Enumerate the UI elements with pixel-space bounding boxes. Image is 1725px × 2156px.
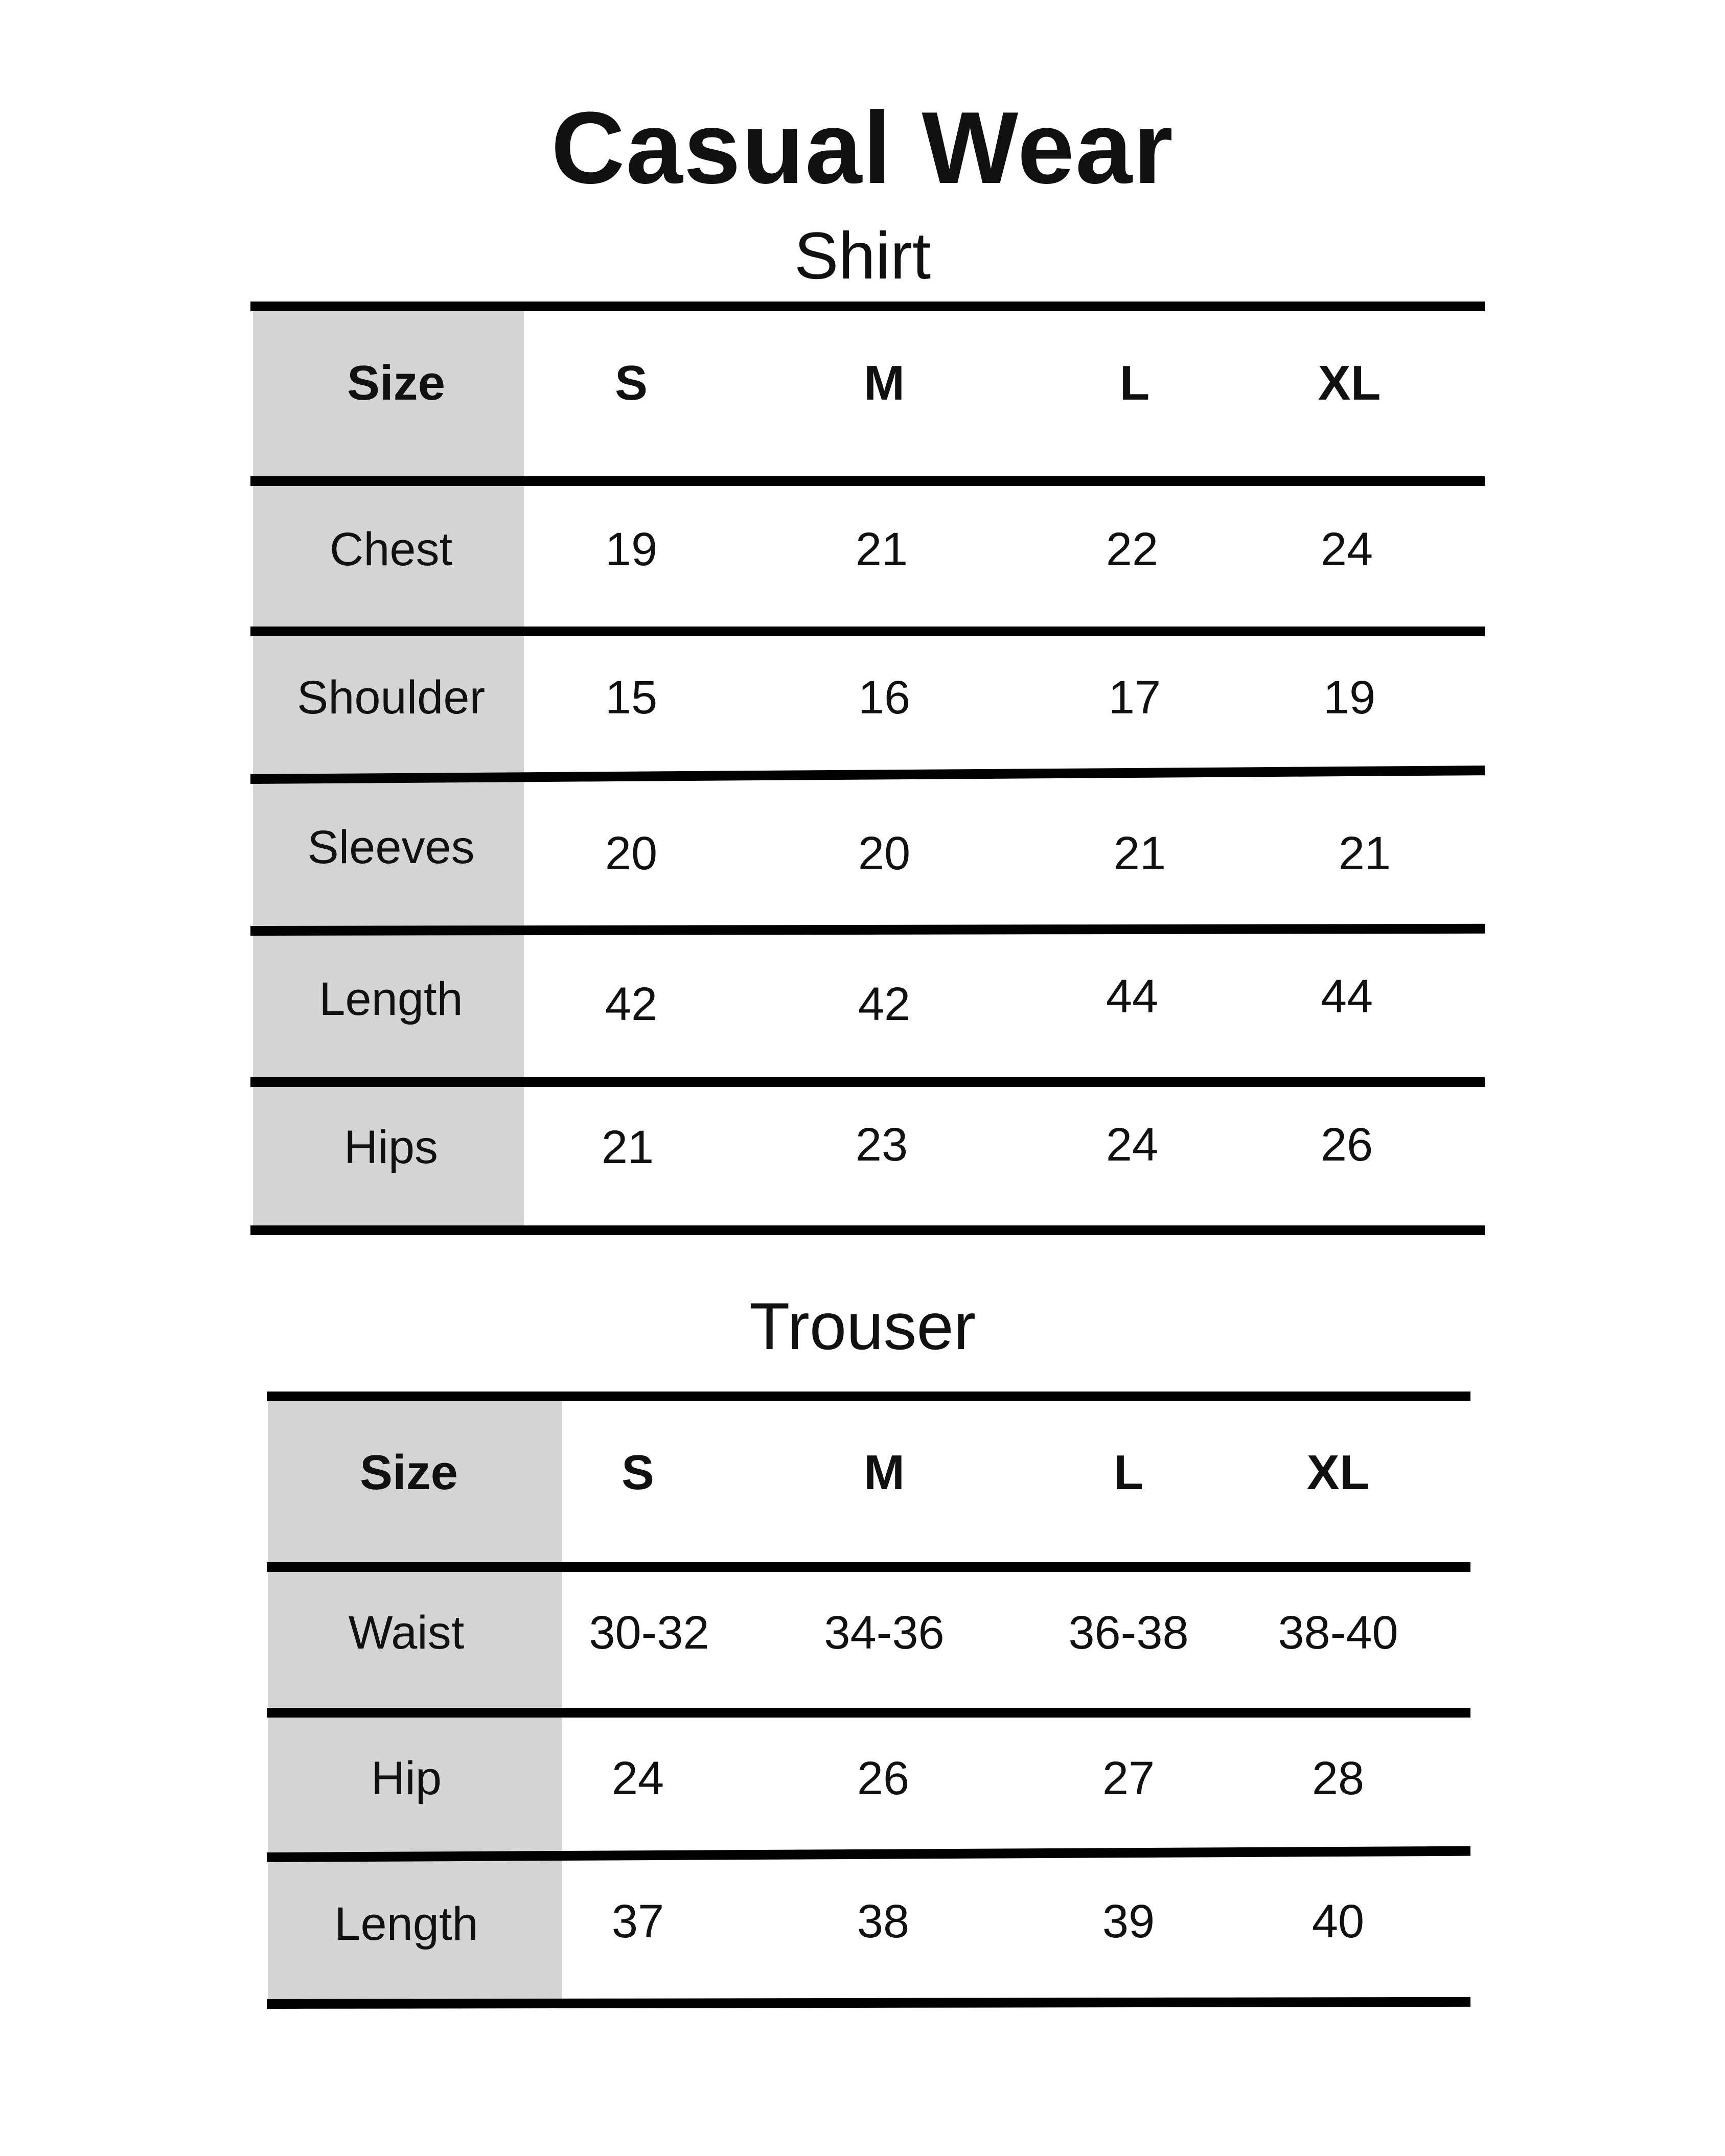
trouser-cell: 37 [611, 1895, 664, 1948]
shirt-cell: 15 [605, 671, 658, 724]
trouser-cell: 30-32 [589, 1607, 709, 1659]
shirt-cell: 44 [1106, 970, 1159, 1023]
trouser-header-xl: XL [1306, 1445, 1370, 1500]
shirt-row-label: Sleeves [307, 821, 475, 873]
shirt-cell: 24 [1106, 1119, 1159, 1171]
shirt-row-label: Hips [343, 1121, 439, 1173]
shirt-header-l: L [1119, 356, 1150, 410]
trouser-row-label: Hip [371, 1752, 442, 1804]
shirt-cell: 21 [601, 1121, 654, 1173]
shirt-rule-5 [250, 1077, 1485, 1087]
shirt-cell: 17 [1108, 671, 1161, 724]
trouser-row-label: Waist [348, 1607, 465, 1659]
trouser-cell: 26 [857, 1752, 910, 1804]
shirt-cell: 16 [858, 671, 911, 724]
shirt-cell: 22 [1106, 523, 1159, 575]
shirt-rule-top [250, 302, 1485, 311]
shirt-header-m: M [864, 356, 905, 410]
trouser-cell: 40 [1312, 1895, 1365, 1948]
shirt-header-size: Size [347, 356, 446, 410]
trouser-cell: 34-36 [824, 1607, 945, 1659]
trouser-cell: 36-38 [1068, 1607, 1189, 1659]
shirt-cell: 20 [605, 827, 658, 879]
trouser-cell: 38-40 [1278, 1607, 1398, 1659]
trouser-heading: Trouser [749, 1289, 976, 1363]
shirt-cell: 44 [1320, 970, 1373, 1023]
trouser-cell: 38 [857, 1895, 910, 1948]
trouser-rule-bottom [267, 1997, 1470, 2009]
shirt-rule-bottom [250, 1225, 1485, 1235]
shirt-header-xl: XL [1318, 356, 1381, 410]
trouser-cell: 28 [1312, 1752, 1365, 1804]
page-title: Casual Wear [551, 91, 1174, 205]
trouser-header-size: Size [359, 1445, 458, 1500]
trouser-cell: 27 [1102, 1752, 1155, 1804]
shirt-row-label: Shoulder [296, 671, 486, 724]
trouser-header-m: M [864, 1445, 905, 1500]
trouser-header-s: S [621, 1445, 655, 1500]
trouser-header-l: L [1113, 1445, 1144, 1500]
shirt-cell: 21 [855, 523, 908, 575]
shirt-heading: Shirt [794, 218, 931, 293]
shirt-cell: 21 [1338, 827, 1391, 879]
shirt-cell: 26 [1320, 1119, 1373, 1171]
shirt-cell: 19 [605, 523, 658, 575]
shirt-rule-1 [250, 476, 1485, 486]
shirt-row-label: Chest [329, 523, 453, 575]
trouser-rule-2 [267, 1708, 1470, 1718]
shirt-cell: 23 [855, 1119, 908, 1171]
shirt-rule-4 [250, 924, 1485, 936]
shirt-cell: 20 [858, 827, 911, 879]
trouser-cell: 24 [611, 1752, 664, 1804]
shirt-row-label: Length [319, 973, 463, 1025]
trouser-rule-1 [267, 1562, 1470, 1572]
trouser-rule-top [267, 1392, 1470, 1401]
shirt-cell: 42 [605, 978, 658, 1030]
shirt-rule-2 [250, 627, 1485, 636]
shirt-cell: 42 [858, 978, 911, 1030]
trouser-row-label: Length [334, 1898, 478, 1950]
shirt-label-column [253, 306, 524, 1225]
shirt-cell: 24 [1320, 523, 1373, 575]
shirt-cell: 19 [1323, 671, 1376, 724]
shirt-header-s: S [614, 356, 648, 410]
trouser-cell: 39 [1102, 1895, 1155, 1948]
shirt-cell: 21 [1113, 827, 1166, 879]
